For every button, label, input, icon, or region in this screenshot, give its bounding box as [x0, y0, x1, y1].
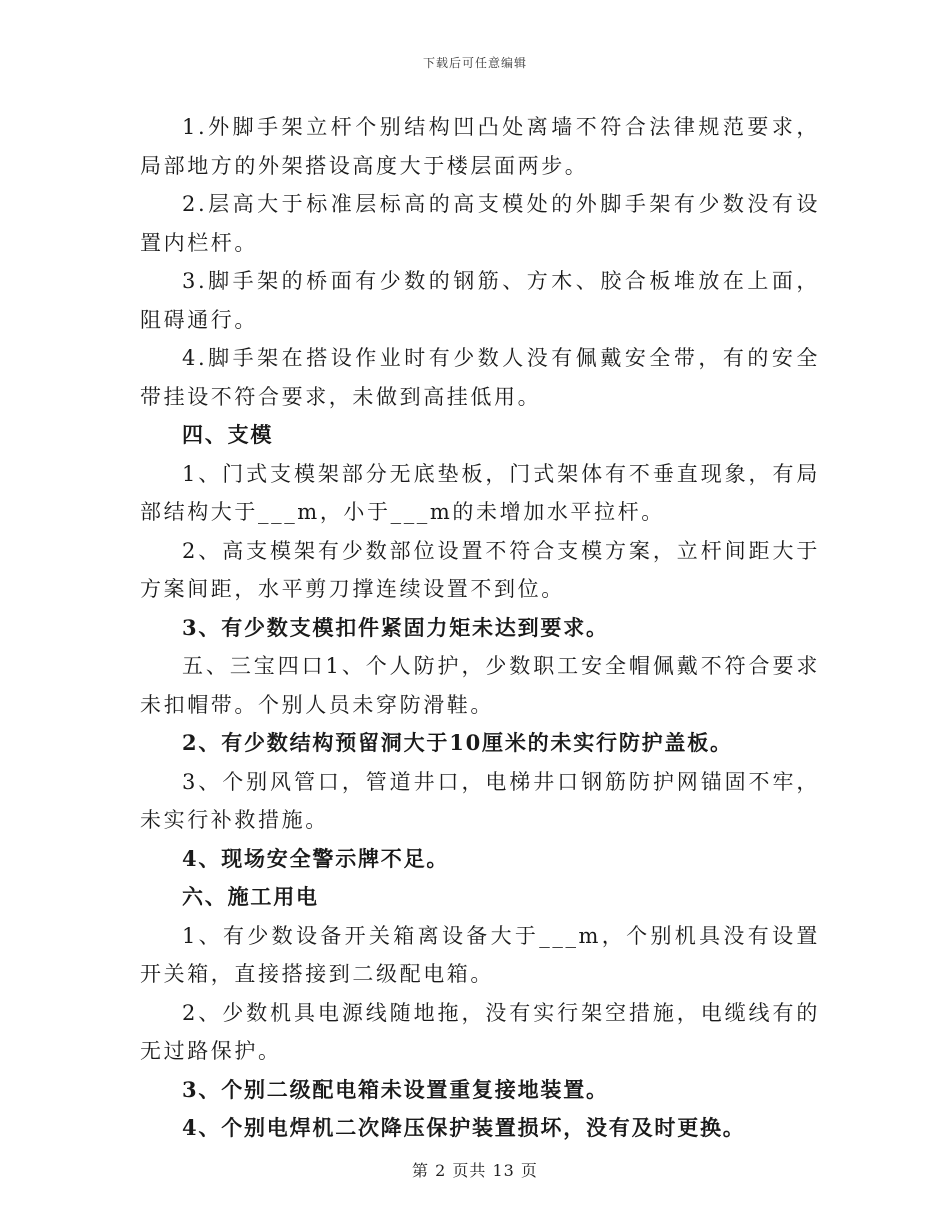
document-body [140, 108, 820, 1148]
paragraph: 3、个别二级配电箱未设置重复接地装置。 [182, 1076, 609, 1102]
paragraph: 1、门式支模架部分无底垫板，门式架体有不垂直现象，有局部结构大于___m，小于___m的未增加水平拉杆。 [140, 461, 820, 524]
page-footer: 第 2 页共 13 页 [412, 1161, 538, 1180]
paragraph: 4.脚手架在搭设作业时有少数人没有佩戴安全带，有的安全带挂设不符合要求，未做到高挂低用。 [140, 346, 820, 409]
section-heading: 四、支模 [182, 422, 274, 447]
paragraph: 3、个别风管口，管道井口，电梯井口钢筋防护网锚固不牢，未实行补救措施。 [140, 769, 820, 832]
paragraph: 3.脚手架的桥面有少数的钢筋、方木、胶合板堆放在上面，阻碍通行。 [140, 269, 820, 332]
paragraph: 2、有少数结构预留洞大于10厘米的未实行防护盖板。 [182, 730, 733, 755]
paragraph: 1、有少数设备开关箱离设备大于___m，个别机具没有设置开关箱，直接搭接到二级配电箱。 [140, 923, 820, 986]
paragraph: 4、个别电焊机二次降压保护装置损坏，没有及时更换。 [182, 1115, 746, 1140]
paragraph: 五、三宝四口1、个人防护，少数职工安全帽佩戴不符合要求未扣帽带。个别人员未穿防滑鞋。 [140, 654, 820, 717]
paragraph: 2、高支模架有少数部位设置不符合支模方案，立杆间距大于方案间距，水平剪刀撑连续设置不到位。 [140, 538, 820, 601]
paragraph: 3、有少数支模扣件紧固力矩未达到要求。 [182, 614, 609, 640]
paragraph: 2.层高大于标准层标高的高支模处的外脚手架有少数没有设置内栏杆。 [140, 192, 820, 255]
section-heading: 六、施工用电 [182, 884, 319, 909]
paragraph: 4、现场安全警示牌不足。 [182, 845, 450, 871]
paragraph: 1.外脚手架立杆个别结构凹凸处离墙不符合法律规范要求，局部地方的外架搭设高度大于楼层面两步。 [140, 115, 820, 178]
paragraph: 2、少数机具电源线随地拖，没有实行架空措施，电缆线有的无过路保护。 [140, 1000, 820, 1063]
page-header: 下载后可任意编辑 [422, 56, 527, 70]
